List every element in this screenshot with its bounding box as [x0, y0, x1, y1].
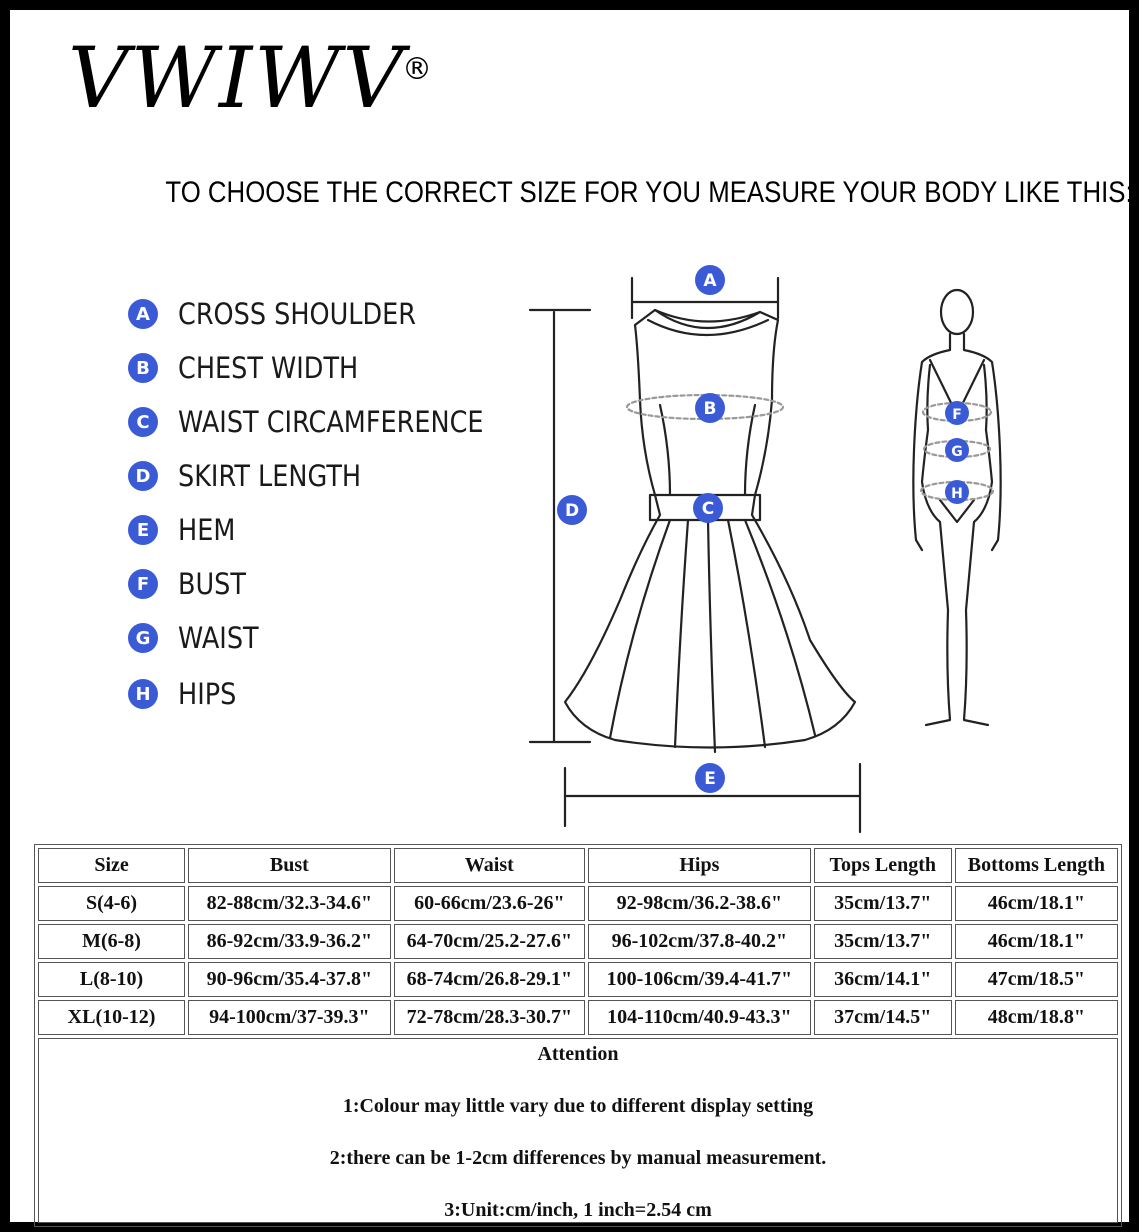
letter-badge-icon: B [128, 353, 158, 383]
table-header-row [38, 848, 1118, 883]
table-cell: XL(10-12) [38, 1000, 185, 1035]
header-cell: Waist [394, 848, 585, 883]
header-cell: Size [38, 848, 185, 883]
attention-note: 3:Unit:cm/inch, 1 inch=2.54 cm [444, 1199, 712, 1221]
table-cell: 96-102cm/37.8-40.2" [588, 924, 811, 959]
table-cell: 82-88cm/32.3-34.6" [188, 886, 391, 921]
table-cell: 46cm/18.1" [955, 924, 1118, 959]
table-cell: 72-78cm/28.3-30.7" [394, 1000, 585, 1035]
legend-label: WAIST [178, 621, 259, 655]
table-row [38, 886, 1118, 921]
table-cell: 46cm/18.1" [955, 886, 1118, 921]
table-cell: 94-100cm/37-39.3" [188, 1000, 391, 1035]
legend-item [128, 294, 449, 334]
attention-row [38, 1038, 1118, 1223]
svg-text:D: D [564, 501, 580, 521]
header-cell: Tops Length [814, 848, 952, 883]
marker-b-icon [695, 393, 725, 423]
marker-f-icon [945, 401, 969, 425]
letter-badge-icon: G [128, 623, 158, 653]
table-row [38, 962, 1118, 997]
table-cell: 35cm/13.7" [814, 924, 952, 959]
table-cell: 36cm/14.1" [814, 962, 952, 997]
table-cell: S(4-6) [38, 886, 185, 921]
svg-text:B: B [703, 399, 717, 419]
letter-badge-icon: H [128, 679, 158, 709]
header-cell: Bust [188, 848, 391, 883]
table-cell: 37cm/14.5" [814, 1000, 952, 1035]
measurement-illustration [510, 250, 1020, 835]
marker-e-icon [695, 763, 725, 793]
svg-text:H: H [951, 486, 963, 502]
legend-item [128, 618, 270, 658]
legend-label: CHEST WIDTH [178, 351, 359, 385]
svg-text:F: F [952, 407, 962, 423]
attention-title: Attention [537, 1043, 619, 1065]
letter-badge-icon: F [128, 569, 158, 599]
svg-text:E: E [704, 769, 716, 789]
legend-label: CROSS SHOULDER [178, 297, 417, 331]
table-cell: 48cm/18.8" [955, 1000, 1118, 1035]
table-cell: 100-106cm/39.4-41.7" [588, 962, 811, 997]
table-cell: L(8-10) [38, 962, 185, 997]
legend-item [128, 456, 386, 496]
table-row [38, 1000, 1118, 1035]
table-cell: 90-96cm/35.4-37.8" [188, 962, 391, 997]
letter-badge-icon: D [128, 461, 158, 491]
legend-item [128, 564, 255, 604]
table-row [38, 924, 1118, 959]
table-cell: M(6-8) [38, 924, 185, 959]
letter-badge-icon: E [128, 515, 158, 545]
header-cell: Hips [588, 848, 811, 883]
table-cell: 92-98cm/36.2-38.6" [588, 886, 811, 921]
marker-h-icon [945, 480, 969, 504]
body-figure-icon [913, 290, 1000, 725]
attention-box [38, 1038, 1118, 1223]
marker-d-icon [557, 495, 587, 525]
letter-badge-icon: A [128, 299, 158, 329]
marker-c-icon [693, 493, 723, 523]
legend-item [128, 510, 243, 550]
table-cell: 64-70cm/25.2-27.6" [394, 924, 585, 959]
svg-text:A: A [703, 271, 717, 291]
svg-text:C: C [701, 499, 715, 519]
legend-label: HIPS [178, 677, 237, 711]
table-cell: 60-66cm/23.6-26" [394, 886, 585, 921]
legend-label: HEM [178, 513, 236, 547]
table-cell: 86-92cm/33.9-36.2" [188, 924, 391, 959]
legend-label: BUST [178, 567, 246, 601]
table-cell: 35cm/13.7" [814, 886, 952, 921]
brand-logo: VWIWV [68, 29, 406, 127]
legend-item [128, 402, 525, 442]
letter-badge-icon: C [128, 407, 158, 437]
headline: TO CHOOSE THE CORRECT SIZE FOR YOU MEASURE YOUR BODY LIKE THIS: [165, 176, 1133, 209]
header-cell: Bottoms Length [955, 848, 1118, 883]
table-cell: 68-74cm/26.8-29.1" [394, 962, 585, 997]
registered-mark: ® [402, 52, 432, 87]
marker-g-icon [945, 438, 969, 462]
dress-drawing-icon [565, 310, 855, 752]
table-cell: 104-110cm/40.9-43.3" [588, 1000, 811, 1035]
legend-item [128, 674, 244, 714]
table-cell: 47cm/18.5" [955, 962, 1118, 997]
attention-note: 1:Colour may little vary due to different display setting [342, 1095, 814, 1117]
legend-label: WAIST CIRCAMFERENCE [178, 405, 484, 439]
marker-a-icon [695, 265, 725, 295]
attention-note: 2:there can be 1-2cm differences by manual measurement. [329, 1147, 827, 1169]
svg-text:G: G [951, 444, 963, 460]
size-table [34, 844, 1122, 1227]
legend-label: SKIRT LENGTH [178, 459, 362, 493]
legend-item [128, 348, 383, 388]
